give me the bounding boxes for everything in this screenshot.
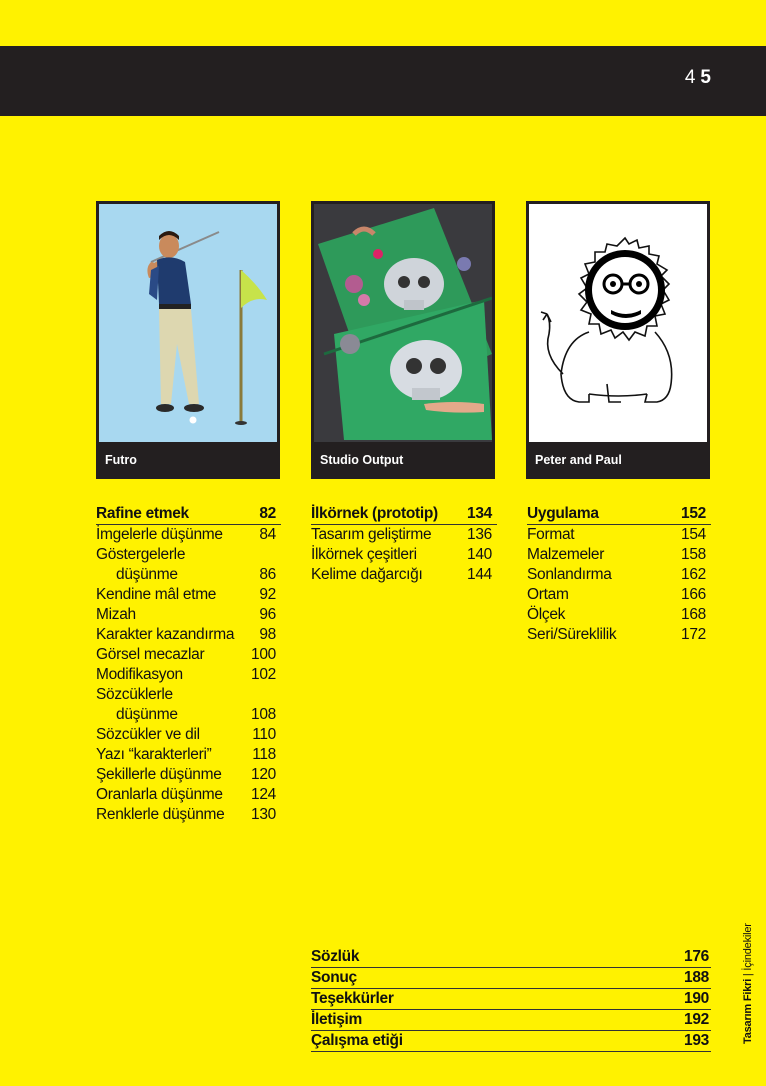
toc-item[interactable]: İlkörnek çeşitleri 140 bbox=[311, 546, 492, 563]
toc-item[interactable]: Sonuç 188 bbox=[311, 968, 711, 989]
toc-item[interactable]: Çalışma etiği 193 bbox=[311, 1031, 711, 1052]
toc-item[interactable]: düşünme 108 bbox=[116, 706, 276, 723]
lion-line-drawing bbox=[529, 204, 707, 442]
toc-item[interactable]: Kelime dağarcığı 144 bbox=[311, 566, 492, 583]
page-number-left: 4 bbox=[684, 67, 697, 88]
toc-item[interactable]: Görsel mecazlar 100 bbox=[96, 646, 276, 663]
toc-item[interactable]: Teşekkürler 190 bbox=[311, 989, 711, 1010]
section-name: İçindekiler bbox=[742, 923, 754, 971]
page-number-right: 5 bbox=[700, 67, 712, 88]
toc-column-implementation bbox=[527, 504, 711, 645]
toc-item[interactable]: Renklerle düşünme 130 bbox=[96, 806, 276, 823]
page-numbers bbox=[685, 67, 712, 89]
header-band bbox=[0, 46, 766, 116]
toc-item[interactable]: İletişim 192 bbox=[311, 1010, 711, 1031]
golfer-illustration bbox=[99, 204, 277, 442]
toc-item[interactable]: Kendine mâl etme 92 bbox=[96, 586, 276, 603]
card-caption: Peter and Paul bbox=[535, 453, 622, 467]
toc-item[interactable]: Ortam 166 bbox=[527, 586, 706, 603]
running-footer: Tasarım Fikri | İçindekiler bbox=[742, 923, 754, 1044]
toc-item[interactable]: Karakter kazandırma 98 bbox=[96, 626, 276, 643]
toc-item[interactable]: Sonlandırma 162 bbox=[527, 566, 706, 583]
toc-item[interactable]: Malzemeler 158 bbox=[527, 546, 706, 563]
card-studio-output bbox=[311, 201, 495, 479]
toc-item[interactable]: Yazı “karakterleri” 118 bbox=[96, 746, 276, 763]
toc-item[interactable]: Oranlarla düşünme 124 bbox=[96, 786, 276, 803]
toc-item[interactable]: Modifikasyon 102 bbox=[96, 666, 276, 683]
toc-item[interactable]: Sözcükler ve dil 110 bbox=[96, 726, 276, 743]
toc-item[interactable]: Mizah 96 bbox=[96, 606, 276, 623]
toc-item[interactable]: Ölçek 168 bbox=[527, 606, 706, 623]
toc-column-prototype bbox=[311, 504, 497, 585]
toc-column-refine bbox=[96, 504, 281, 825]
toc-back-matter bbox=[311, 947, 711, 1052]
toc-item[interactable]: Tasarım geliştirme 136 bbox=[311, 526, 492, 543]
toc-item[interactable]: Format 154 bbox=[527, 526, 706, 543]
toc-item[interactable]: Sözcüklerle bbox=[96, 686, 173, 703]
card-futro bbox=[96, 201, 280, 479]
toc-item[interactable]: İmgelerle düşünme 84 bbox=[96, 526, 276, 543]
toc-heading[interactable]: İlkörnek (prototip) 134 bbox=[311, 504, 497, 525]
book-title: Tasarım Fikri bbox=[742, 978, 754, 1044]
toc-item[interactable]: Şekillerle düşünme 120 bbox=[96, 766, 276, 783]
toc-item[interactable]: Seri/Süreklilik 172 bbox=[527, 626, 706, 643]
card-caption: Futro bbox=[105, 453, 137, 467]
toc-item[interactable]: Göstergelerle bbox=[96, 546, 186, 563]
toc-heading[interactable]: Uygulama 152 bbox=[527, 504, 711, 525]
card-peter-and-paul bbox=[526, 201, 710, 479]
toc-item[interactable]: Sözlük 176 bbox=[311, 947, 711, 968]
card-caption: Studio Output bbox=[320, 453, 404, 467]
toc-heading[interactable]: Rafine etmek 82 bbox=[96, 504, 281, 525]
skull-poster-collage bbox=[314, 204, 492, 442]
toc-item[interactable]: düşünme 86 bbox=[116, 566, 276, 583]
